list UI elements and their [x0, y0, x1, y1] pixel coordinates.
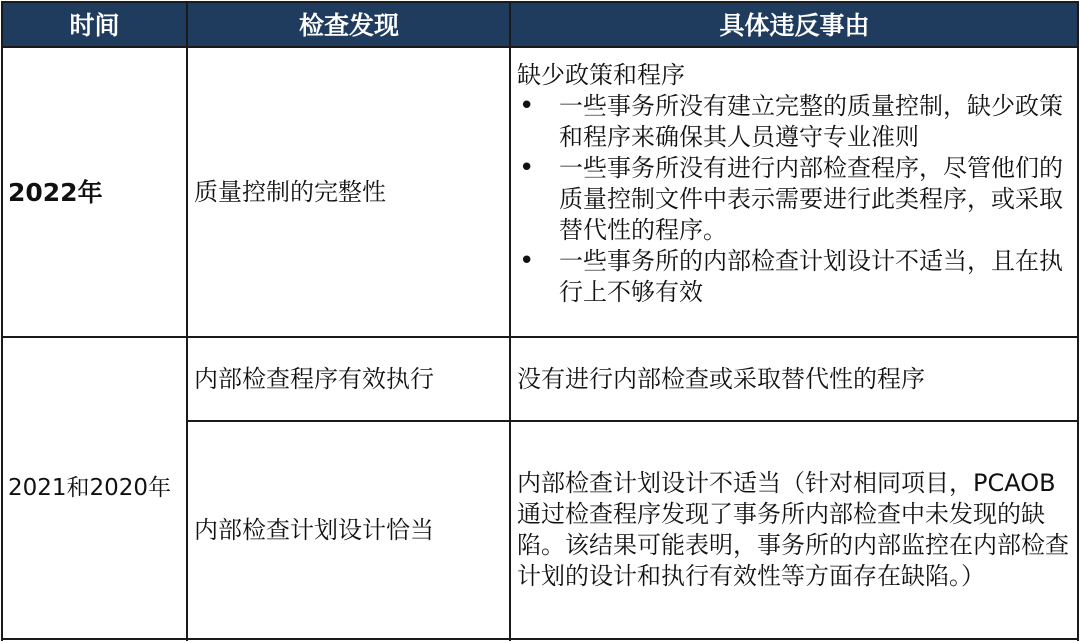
year-cell-2021-2020 [8, 338, 184, 638]
finding-cell-quality [194, 48, 506, 336]
reason-bullet-2: • 一些事务所没有进行内部检查程序，尽管他们的质量控制文件中表示需要进行此类程序，或采取替代性的程序。 [517, 153, 1073, 246]
finding-internal-inspection-execution: 内部检查程序有效执行 [194, 364, 434, 393]
reason-bullet-1: • 一些事务所没有建立完整的质量控制，缺少政策和程序来确保其人员遵守专业准则 [517, 91, 1073, 153]
year-cell-2022 [8, 48, 184, 336]
divider-col1 [186, 1, 188, 641]
reason-title: 缺少政策和程序 [517, 61, 685, 89]
year-2021-2020: 2021和2020年 [8, 474, 172, 501]
header-time-label: 时间 [69, 11, 120, 40]
year-2022: 2022年 [8, 177, 103, 207]
border-top [1, 1, 1079, 3]
finding-quality-control: 质量控制的完整性 [194, 177, 386, 206]
reason-internal-plan-design: 内部检查计划设计不适当（针对相同项目，PCAOB通过检查程序发现了事务所内部检查中未发现的缺陷。该结果可能表明，事务所的内部监控在内部检查计划的设计和执行有效性等方面存在缺陷。） [517, 469, 1069, 590]
reason-internal-inspection-execution: 没有进行内部检查或采取替代性的程序 [517, 364, 925, 393]
header-reason [511, 2, 1078, 46]
header-finding [188, 2, 510, 46]
divider-col2 [509, 1, 511, 641]
reason-bullet-list [517, 91, 1073, 308]
finding-internal-plan-design: 内部检查计划设计恰当 [194, 515, 434, 544]
header-time [2, 2, 187, 46]
reason-cell-internal-exec [517, 338, 1073, 420]
header-reason-label: 具体违反事由 [719, 11, 870, 40]
border-bottom [1, 638, 1079, 640]
finding-cell-internal-exec [194, 338, 506, 420]
border-right [1077, 1, 1079, 641]
header-finding-label: 检查发现 [298, 11, 399, 40]
border-left [1, 1, 3, 641]
reason-cell-2022 [517, 60, 1073, 308]
finding-cell-internal-plan [194, 422, 506, 638]
reason-bullet-3: • 一些事务所的内部检查计划设计不适当，且在执行上不够有效 [517, 246, 1073, 308]
reason-cell-internal-plan [517, 422, 1073, 638]
